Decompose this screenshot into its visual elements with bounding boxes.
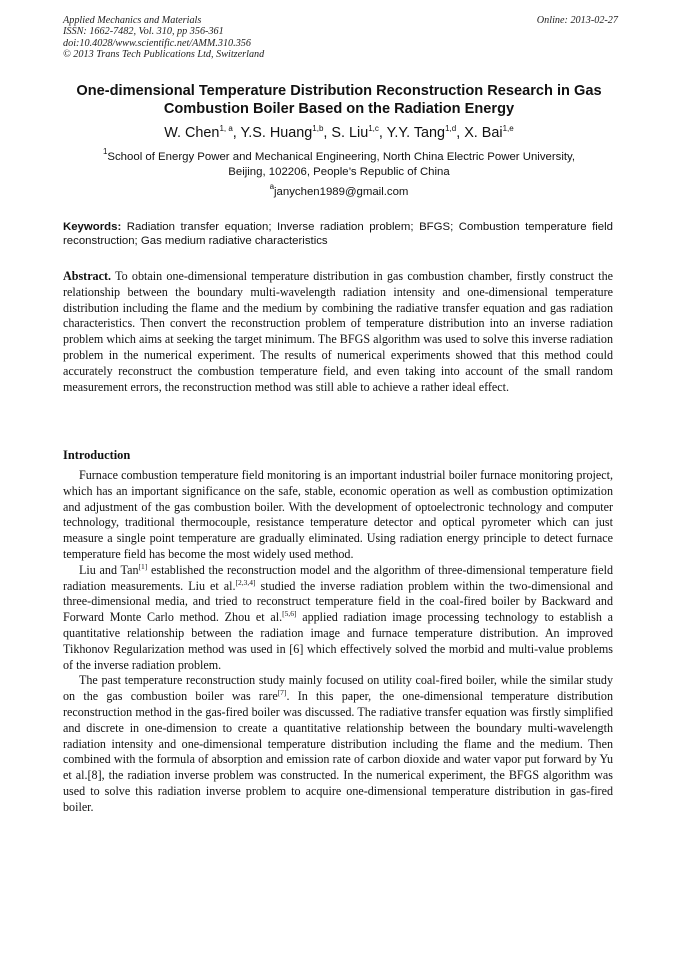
doi-line[interactable]: doi:10.4028/www.scientific.net/AMM.310.356: [63, 37, 251, 49]
affiliation: $^1$School of Energy Power and Mechanical Engineering, North China Electric Power University, Beijing, 102206, People’s Republic of China: [60, 150, 618, 180]
paper-title: One-dimensional Temperature Distribution Reconstruction Research in Gas Combustion Boiler Based on the Radiation Energy: [76, 83, 602, 117]
author: W. Chen$^{1, a}$,: [164, 124, 241, 141]
citation[interactable]: [5,6]: [282, 609, 297, 619]
author: Y.S. Huang$^{1,b}$,: [240, 124, 332, 141]
author-list: [50, 124, 628, 142]
journal-header: [63, 15, 618, 61]
abstract-text: To obtain one-dimensional temperature distribution in gas combustion chamber, firstly construct the relationship between the boundary multi-wavelength radiation intensity and one-dimensional temperature distribution including the flame and the medium by combining the radiative transfer equation and gas radiation characteristics. Then convert the reconstruction problem of temperature distribution into an inverse radiation problem which aims at seeking the target minimum. The BFGS algorithm was used to solve this inverse radiation problem in the numerical experiment. The results of numerical experiments showed that this method could accurately reconstruct the combustion temperature field, and even taking into account of the small random measurement errors, the reconstruction method was still able to achieve a rather ideal effect.: [63, 269, 613, 394]
abstract-label: Abstract.: [63, 269, 112, 283]
author-email[interactable]: $^a$janychen1989@gmail.com: [269, 182, 409, 198]
intro-paragraph-3: The past temperature reconstruction study mainly focused on utility coal-fired boiler, while the similar study on the gas combustion boiler was rare[7]. In this paper, the one-dimensional temperature distribution reconstruction method in the gas-fired boiler was discussed. The radiative transfer equation was firstly simplified and discrete in one-dimension to create a quantitative relationship between the boundary multi-wavelength radiation intensity and one-dimensional temperature distribution including the flame and the medium. Then combined with the formula of absorption and emission rate of carbon dioxide and water vapor put forward by Yu et al.[8], the radiation inverse problem was constructed. In the numerical experiment, the BFGS algorithm was used to solve this radiation inverse problem to acquire one-dimensional temperature distribution in gas-fired boiler.: [63, 673, 613, 814]
keywords-label: Keywords:: [63, 221, 122, 233]
keywords-section: [63, 220, 613, 248]
author: S. Liu$^{1,c}$,: [331, 124, 387, 141]
affiliation-line-1: School of Energy Power and Mechanical Engineering, North China Electric Power University,: [107, 151, 576, 163]
author: X. Bai$^{1,e}$: [464, 124, 514, 141]
intro-paragraph-2: Liu and Tan[1] established the reconstruction model and the algorithm of three-dimensional temperature field radiation measurements. Liu et al.[2,3,4] studied the inverse radiation problem within the two-dimensional and three-dimensional media, and tried to reconstruct temperature field in the coal-fired boiler by Backward and Forward Monte Carlo method. Zhou et al.[5,6] applied radiation image processing technology to establish a quantitative relationship between the radiation image and furnace temperature distribution. An improved Tikhonov Regularization method was used in [6] which effectively solved the morbid and multi-value problems of the inverse radiation problem.: [63, 561, 614, 672]
citation[interactable]: [7]: [277, 688, 287, 698]
online-date: Online: 2013-02-27: [536, 15, 618, 26]
introduction-heading: Introduction: [63, 448, 131, 462]
issn-line: ISSN: 1662-7482, Vol. 310, pp 356-361: [63, 26, 224, 38]
author: Y.Y. Tang$^{1,d}$,: [386, 124, 465, 141]
citation[interactable]: [2,3,4]: [235, 577, 256, 587]
citation[interactable]: [1]: [138, 561, 148, 571]
affiliation-line-2: Beijing, 102206, People’s Republic of China: [228, 166, 450, 178]
abstract-section: [63, 269, 613, 395]
introduction-body: [63, 468, 613, 816]
keywords-text: Radiation transfer equation; Inverse radiation problem; BFGS; Combustion temperature field reconstruction; Gas medium radiative characteristics: [63, 221, 613, 247]
copyright-line: © 2013 Trans Tech Publications Ltd, Switzerland: [63, 49, 265, 61]
intro-paragraph-1: Furnace combustion temperature field monitoring is an important industrial boiler furnace monitoring project, which has an important significance on the safe, stable, economic operation as well as combustion optimization and adjustment of the gas combustion boiler. With the development of optoelectronic technology and computer technology, traditional thermocouple, resistance temperature detector and optical pyrometer which can just measure a single point temperature are gradually eliminated. Using radiation energy principle to detect furnace temperature field has become the most widely used method.: [63, 468, 613, 561]
journal-name: Applied Mechanics and Materials: [63, 15, 202, 26]
